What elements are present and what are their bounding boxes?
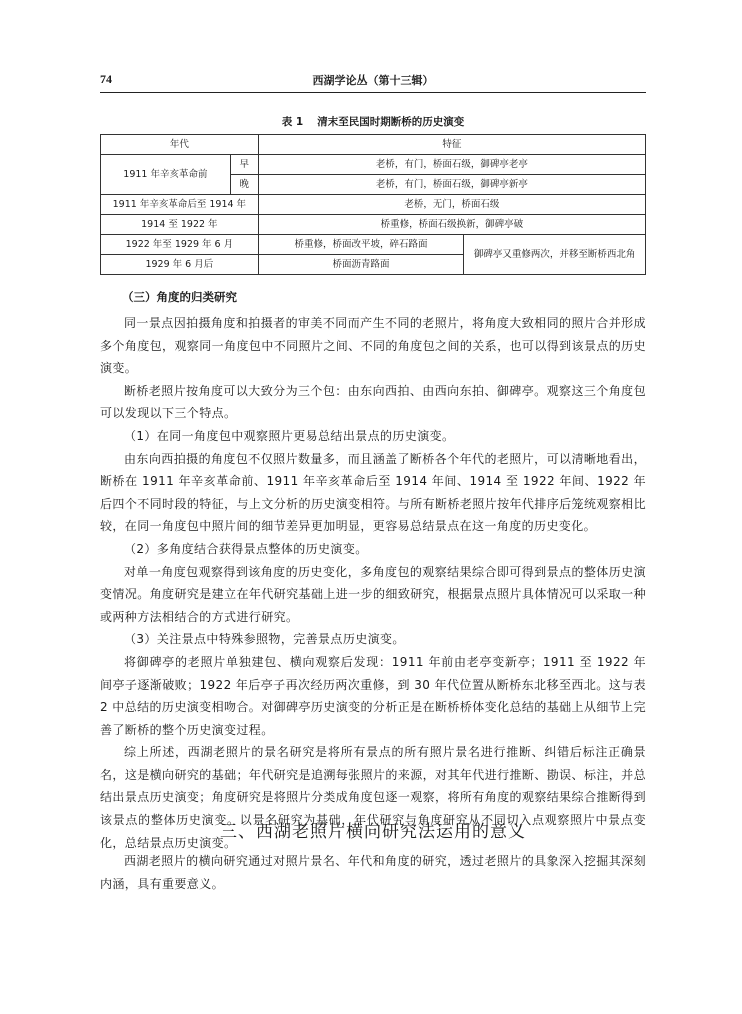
row-subperiod: 早 bbox=[230, 155, 258, 175]
paragraph: （3）关注景点中特殊参照物，完善景点历史演变。 bbox=[124, 632, 405, 647]
table-row bbox=[101, 195, 646, 215]
table-header-row bbox=[101, 135, 646, 155]
paragraph: 将御碑亭的老照片单独建包、横向观察后发现：1911 年前由老亭变新亭；1911 至 1922 年间亭子逐渐破败；1922 年后亭子再次经历两次重修，到 30 年代位置从断桥东北移至西北。这与表 2 中总结的历史演变相吻合。对御碑亭历史演变的分析正是在断桥桥体变化总结的基础上从细节上完善了断桥的整个历史演变过程。 bbox=[100, 654, 646, 737]
table-row bbox=[101, 155, 646, 175]
running-title: 西湖学论丛（第十三辑） bbox=[312, 74, 434, 87]
paragraph: （1）在同一角度包中观察照片更易总结出景点的历史演变。 bbox=[124, 428, 455, 443]
closing-text bbox=[100, 850, 646, 895]
table-row bbox=[101, 215, 646, 235]
section-heading: 三、西湖老照片横向研究法运用的意义 bbox=[220, 822, 526, 842]
row-period: 1929 年 6 月后 bbox=[101, 255, 259, 275]
row-feature: 桥重修，桥面改平坡，碎石路面 bbox=[258, 235, 464, 255]
paragraph: 综上所述，西湖老照片的景名研究是将所有景点的所有照片景名进行推断、纠错后标注正确景名，这是横向研究的基础；年代研究是追溯每张照片的来源，对其年代进行推断、勘误、标注，并总结出景点历史演变；角度研究是将照片分类成角度包逐一观察，将所有角度的观察结果综合推断得到该景点的整体历史演变。以景名研究为基础，年代研究与角度研究从不同切入点观察照片中景点变化，总结景点历史演变。 bbox=[100, 745, 646, 850]
body-text bbox=[100, 312, 646, 854]
table-row bbox=[101, 235, 646, 255]
row-period: 1911 年辛亥革命前 bbox=[101, 155, 231, 195]
page-number: 74 bbox=[100, 72, 112, 86]
table-caption-title: 清末至民国时期断桥的历史演变 bbox=[317, 116, 465, 128]
row-subperiod: 晚 bbox=[230, 175, 258, 195]
row-feature: 桥面沥青路面 bbox=[258, 255, 464, 275]
paragraph: 由东向西拍摄的角度包不仅照片数量多，而且涵盖了断桥各个年代的老照片，可以清晰地看出，断桥在 1911 年辛亥革命前、1911 年辛亥革命后至 1914 年间、1914 至 1922 年间、1922 年后四个不同时段的特征，与上文分析的历史演变相符。与所有断桥老照片按年代排序后笼统观察相比较，在同一角度包中照片间的细节差异更加明显，更容易总结景点在这一角度的历史变化。 bbox=[100, 451, 646, 534]
paragraph: 对单一角度包观察得到该角度的历史变化，多角度包的观察结果综合即可得到景点的整体历史演变情况。角度研究是建立在年代研究基础上进一步的细致研究，根据景点照片具体情况可以采取一种或两种方法相结合的方式进行研究。 bbox=[100, 564, 646, 624]
subsection-title: （三）角度的归类研究 bbox=[122, 290, 237, 304]
header-feature: 特征 bbox=[258, 135, 645, 155]
row-feature: 老桥，有门，桥面石级，御碑亭老亭 bbox=[258, 155, 645, 175]
row-feature: 老桥，有门，桥面石级，御碑亭新亭 bbox=[258, 175, 645, 195]
paragraph: 断桥老照片按角度可以大致分为三个包：由东向西拍、由西向东拍、御碑亭。观察这三个角度包可以发现以下三个特点。 bbox=[100, 383, 646, 421]
table-caption bbox=[100, 114, 646, 129]
row-period: 1911 年辛亥革命后至 1914 年 bbox=[101, 195, 259, 215]
paragraph: 同一景点因拍摄角度和拍摄者的审美不同而产生不同的老照片，将角度大致相同的照片合并形成多个角度包，观察同一角度包中不同照片之间、不同的角度包之间的关系，也可以得到该景点的历史演变。 bbox=[100, 316, 646, 376]
row-feature-shared: 御碑亭又重修两次，并移至断桥西北角 bbox=[464, 235, 646, 275]
paragraph: （2）多角度结合获得景点整体的历史演变。 bbox=[124, 541, 368, 556]
header-period: 年代 bbox=[101, 135, 259, 155]
page-header bbox=[100, 72, 646, 93]
paragraph: 西湖老照片的横向研究通过对照片景名、年代和角度的研究，透过老照片的具象深入挖掘其深刻内涵，具有重要意义。 bbox=[100, 854, 646, 891]
row-feature: 桥重修，桥面石级换新，御碑亭破 bbox=[258, 215, 645, 235]
row-period: 1914 至 1922 年 bbox=[101, 215, 259, 235]
table-caption-number: 表 1 bbox=[281, 116, 304, 128]
row-period: 1922 年至 1929 年 6 月 bbox=[101, 235, 259, 255]
history-table bbox=[100, 134, 646, 275]
row-feature: 老桥，无门，桥面石级 bbox=[258, 195, 645, 215]
